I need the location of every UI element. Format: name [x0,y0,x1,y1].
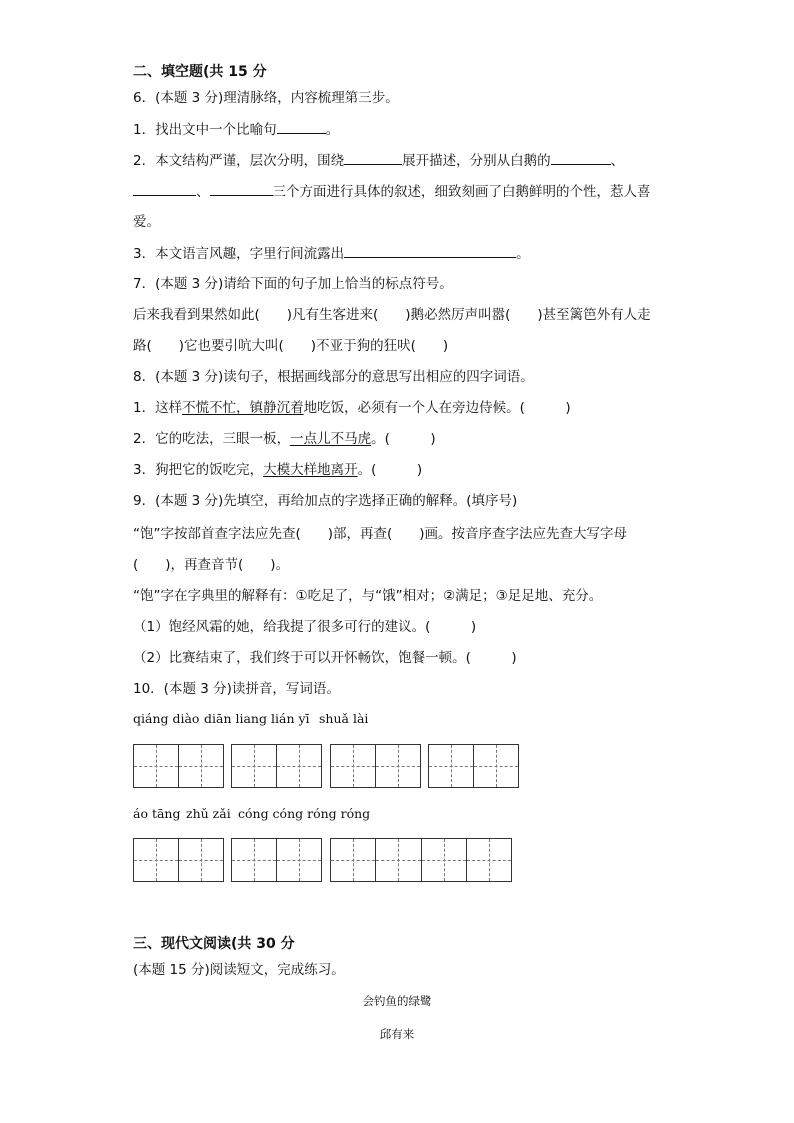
question-6-item-2-end: 爱。 [133,214,160,230]
answer-blank[interactable] [344,150,402,165]
pinyin-label: lián yī [271,711,310,726]
writing-grid[interactable] [330,838,512,882]
question-8-item-2: 2．它的吃法，三眼一板，一点儿不马虎。( ) [133,431,436,447]
pinyin-label: áo tāng [133,806,181,821]
writing-grid[interactable] [133,838,224,882]
question-9-line-1: “饱”字按部首查字法应先查( )部，再查( )画。按音序查字法应先查大写字母 [133,526,628,542]
writing-grid[interactable] [231,744,322,788]
writing-grid[interactable] [428,744,519,788]
reading-intro: (本题 15 分)阅读短文，完成练习。 [133,962,345,978]
pinyin-label: diān liang [204,711,267,726]
question-6-stem: 6．(本题 3 分)理清脉络，内容梳理第三步。 [133,90,399,106]
question-8-item-3: 3．狗把它的饭吃完，大模大样地离开。( ) [133,462,423,478]
question-9-stem: 9．(本题 3 分)先填空，再给加点的字选择正确的解释。(填序号) [133,493,518,509]
answer-blank[interactable] [210,181,273,196]
pinyin-label: shuǎ lài [319,711,369,726]
pinyin-label: qiáng diào [133,711,200,726]
question-7-stem: 7．(本题 3 分)请给下面的句子加上恰当的标点符号。 [133,276,453,292]
question-7-line-2: 路( )它也要引吭大叫( )不亚于狗的狂吠( ) [133,338,449,354]
question-6-item-2: 2．本文结构严谨，层次分明，围绕 展开描述，分别从白鹅的 、 [133,150,624,171]
question-9-line-2: ( )，再查音节( )。 [133,557,290,573]
answer-blank[interactable] [133,181,196,196]
article-title: 会钓鱼的绿鹭 [362,994,432,1008]
answer-blank[interactable] [277,119,326,134]
question-9-item-2: （2）比赛结束了，我们终于可以开怀畅饮，饱餐一顿。( ) [133,650,517,666]
section-heading-fill-blank: 二、填空题(共 15 分 [133,64,267,80]
question-9-definitions: “饱”字在字典里的解释有：①吃足了，与“饿”相对；②满足；③足足地、充分。 [133,588,603,604]
pinyin-label: cóng cóng róng róng [238,806,371,821]
question-8-stem: 8．(本题 3 分)读句子，根据画线部分的意思写出相应的四字词语。 [133,369,534,385]
answer-blank[interactable] [344,243,516,258]
question-9-item-1: （1）饱经风霜的她，给我提了很多可行的建议。( ) [133,619,477,635]
article-author: 邱有来 [379,1027,415,1041]
writing-grid[interactable] [231,838,322,882]
writing-grid[interactable] [330,744,421,788]
question-10-stem: 10．(本题 3 分)读拼音，写词语。 [133,681,340,697]
question-8-item-1: 1．这样不慌不忙，镇静沉着地吃饭，必须有一个人在旁边侍候。( ) [133,400,571,416]
question-6-item-2-cont: 、 三个方面进行具体的叙述，细致刻画了白鹅鲜明的个性，惹人喜 [133,181,651,202]
answer-blank[interactable] [551,150,611,165]
question-6-item-3: 3．本文语言风趣，字里行间流露出 。 [133,243,530,264]
question-6-item-1: 1．找出文中一个比喻句 。 [133,119,339,140]
writing-grid[interactable] [133,744,224,788]
question-7-line-1: 后来我看到果然如此( )凡有生客进来( )鹅必然厉声叫嚣( )甚至篱笆外有人走 [133,307,651,323]
pinyin-label: zhǔ zǎi [186,806,231,821]
section-heading-reading: 三、现代文阅读(共 30 分 [133,936,295,952]
